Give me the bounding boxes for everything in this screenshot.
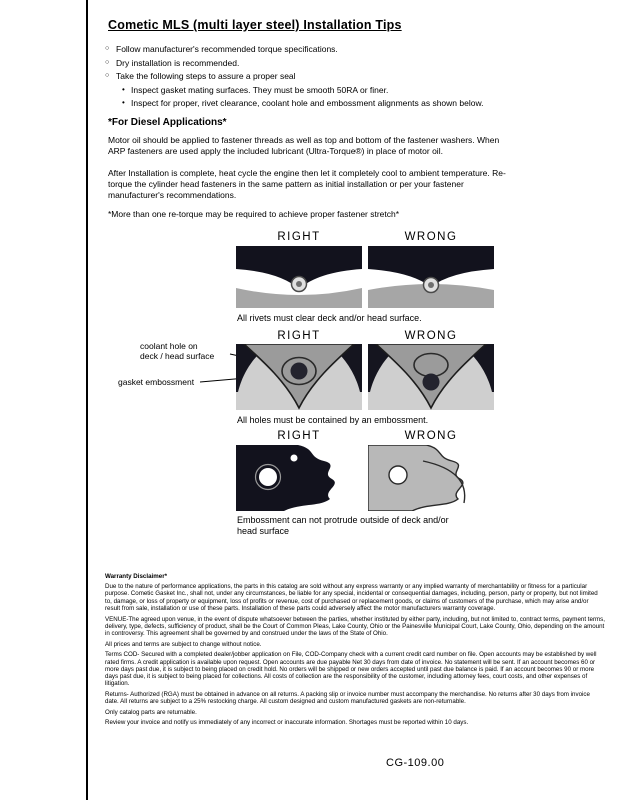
tip-item-text: Dry installation is recommended. [116, 57, 240, 68]
page-title: Cometic MLS (multi layer steel) Installation Tips [108, 18, 402, 32]
row2-caption: All holes must be contained by an embossment. [237, 415, 429, 425]
diesel-applications-heading: *For Diesel Applications* [108, 117, 227, 128]
coolant-hole-label-line2: deck / head surface [140, 351, 215, 361]
warranty-disclaimer-heading: Warranty Disclaimer* [105, 573, 168, 580]
tip-item [105, 44, 483, 54]
embossment-protruding-illustration [368, 445, 494, 511]
right-column-label: RIGHT [277, 430, 321, 442]
right-column-label: RIGHT [277, 231, 321, 243]
legal-paragraph: All prices and terms are subject to change without notice. [105, 640, 262, 648]
tip-sub-item-text: Inspect gasket mating surfaces. They must be smooth 50RA or finer. [131, 84, 389, 95]
tip-sub-item-text: Inspect for proper, rivet clearance, coolant hole and embossment alignments as shown below. [131, 98, 484, 108]
diesel-paragraph-1: Motor oil should be applied to fastener threads as well as top and bottom of the fastener washers. When ARP fasteners are used apply the included lubricant (Ultra-Torque®) in place of motor oil. [108, 135, 500, 156]
tip-item [105, 71, 483, 81]
tip-sub-item [122, 98, 483, 108]
legal-paragraph: VENUE-The agreed upon venue, in the event of dispute whatsoever between the parties, whether instituted by either party, including, but not limited to, contract terms, payment terms, delivery, type, defects, sufficiency of product, shall be the Court of Common Pleas, Lake County, Ohio or the Painesville Municipal Court, Lake County, Ohio, depending on the amount in controversy. This agreement shall be governed by and construed under the laws of the State of Ohio. [105, 615, 605, 637]
rivet-wrong-diagram [368, 246, 494, 308]
tips-list [105, 44, 483, 112]
page-code: CG-109.00 [386, 757, 445, 769]
rivet-touching-illustration [368, 246, 494, 308]
wrong-column-label: WRONG [404, 231, 458, 243]
filled-bullet-icon: • [122, 98, 125, 107]
protrusion-right-diagram [236, 445, 362, 511]
legal-paragraph: Terms COD- Secured with a completed dealer/jobber application on File, COD-Company check with a current credit card number on file. Open accounts may be established by well rated firms. A credit application is available upon request. Open accounts are due payable Net 30 days from date of invoice. No statement will be sent. If an account becomes 60 or more days past due, it is subject to being placed on credit hold. No orders will be shipped or new orders accepted until past due balance is paid. If an account becomes 90 or more days past due, it is subject to being placed for collections. All costs of collection are the responsibility of the customer, including attorney fees, court costs, and other expenses of litigation. [105, 651, 597, 688]
page-left-rule [86, 0, 88, 800]
hole-contained-illustration [236, 344, 362, 410]
tip-item-text: Take the following steps to assure a proper seal [116, 71, 296, 81]
coolant-hole-label-line1: coolant hole on [140, 341, 198, 351]
row1-caption: All rivets must clear deck and/or head surface. [237, 313, 422, 323]
gasket-hole-icon [259, 468, 277, 486]
embossment-wrong-diagram [368, 344, 494, 410]
rivet-clear-illustration [236, 246, 362, 308]
diesel-paragraph-2: After Installation is complete, heat cycle the engine then let it completely cool to ambient temperature. Re-torque the cylinder head fasteners in the same pattern as initial installation or per your fastener manufacturer's recommendations. [108, 168, 506, 200]
legal-paragraph: Review your invoice and notify us immediately of any incorrect or inaccurate information. Shortages must be reported within 10 days. [105, 719, 469, 727]
legal-paragraph: Returns- Authorized (RGA) must be obtained in advance on all returns. A packing slip or invoice number must accompany the merchandise. No returns after 30 days from invoice date. All returns are subject to a 25% restocking charge. All custom designed and custom manufactured gaskets are non-returnable. [105, 690, 590, 706]
coolant-hole-icon [291, 363, 308, 380]
embossment-inside-illustration [236, 445, 362, 511]
legal-paragraph: Only catalog parts are returnable. [105, 708, 197, 716]
open-bullet-icon: ○ [105, 45, 110, 52]
coolant-hole-icon [423, 374, 440, 391]
tip-sub-item [122, 85, 483, 95]
wrong-column-label: WRONG [404, 430, 458, 442]
wrong-column-label: WRONG [404, 330, 458, 342]
row3-caption: Embossment can not protrude outside of deck and/or head surface [237, 515, 449, 536]
retorque-note: *More than one re-torque may be required to achieve proper fastener stretch* [108, 209, 400, 219]
embossment-right-diagram [236, 344, 362, 410]
filled-bullet-icon: • [122, 84, 125, 94]
legal-section [105, 573, 605, 730]
right-column-label: RIGHT [277, 330, 321, 342]
tip-item-text: Follow manufacturer's recommended torque specifications. [116, 44, 338, 54]
gasket-embossment-label: gasket embossment [118, 377, 195, 387]
open-bullet-icon: ○ [105, 72, 110, 79]
open-bullet-icon: ○ [105, 58, 110, 66]
hole-not-contained-illustration [368, 344, 494, 410]
protrusion-wrong-diagram [368, 445, 494, 511]
gasket-hole-icon [389, 466, 407, 484]
tip-item [105, 58, 483, 68]
rivet-right-diagram [236, 246, 362, 308]
legal-paragraph: Due to the nature of performance applications, the parts in this catalog are sold without any express warranty or any implied warranty of merchantability or fitness for a particular purpose. Cometic Gasket Inc., shall not, under any circumstances, be liable for any special, incidental or consequential damages, including, person, party or property, but not limited to, damage, or loss of property or equipment, loss of profits or revenue, cost of purchased or replacement goods, or claims of customers of the purchase, which may arise and/or result from sale, installation or use of these parts. Installation of these parts could adversely affect the motor manufacturers warranty coverage. [105, 583, 598, 612]
